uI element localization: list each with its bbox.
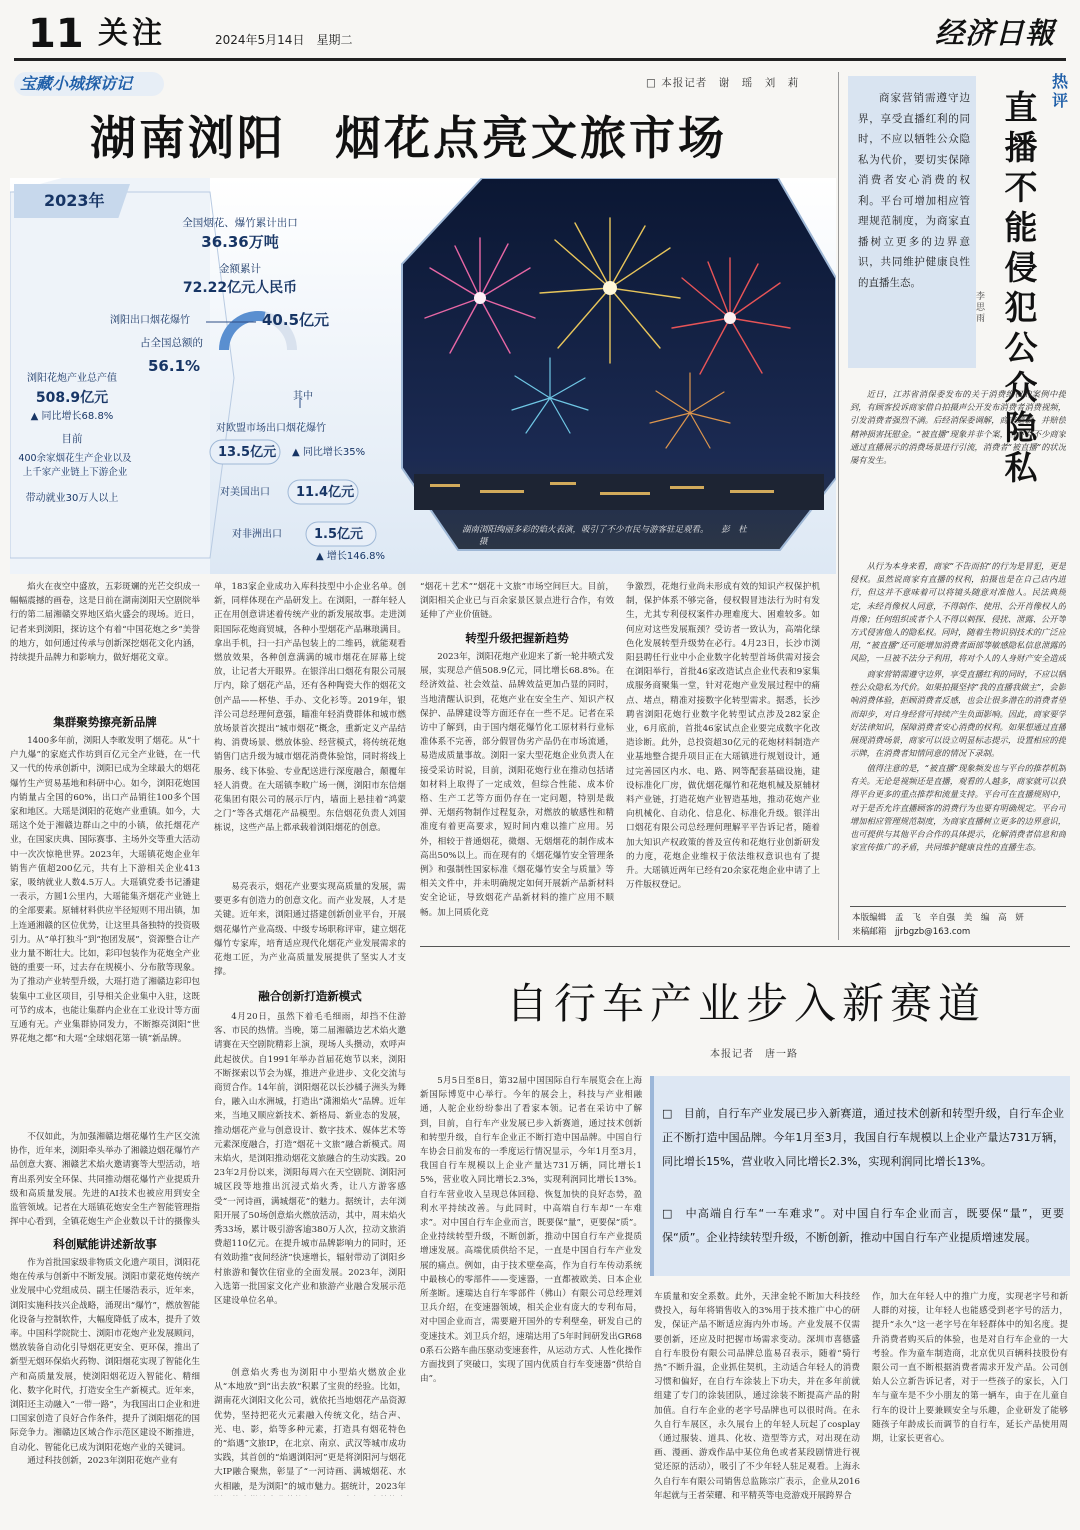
- industry-output-growth: ▲ 同比增长68.8%: [30, 411, 114, 422]
- article2-col1: [420, 1074, 642, 1520]
- sidebar-body-p3: 商家营销需遵守边界，享受直播红利的同时，不应以牺牲公众隐私为代价。如果拍摄坚持“我的直播我做主”，会影响消费体验，拒顾消费者反感，也会让很多潜在的消费者望而却步，对自身经营可持续产生负面影响。因此，商家要学好法律知识，保障消费者安心消费的权利。如果想通过直播展现消费场景，商家可以设立明显标志提示，设置相应的提示牌，在消费者知情同意的情况下录制。: [850, 669, 1066, 759]
- sidebar-body-p2: 从行为本身来看，商家“不告而拍”的行为是冒犯，更是侵权。虽然说商家有直播的权利，拍摄也是在自己店内进行，但这并不意味着可以将镜头随意对准他人。民法典规定，未经肖像权人同意，不得制作、使用、公开肖像权人的肖像；任何组织或者个人不得以刺探、侵扰、泄露、公开等方式侵害他人的隐私权。同时，随着生物识别技术的广泛应用，“被直播”还可能增加消费者面部等敏感隐私信息泄露的风险，一旦被不法分子利用，将对个人的人身财产安全造成: [850, 561, 1066, 664]
- sidebar-divider: [838, 72, 839, 940]
- africa-export-growth: ▲ 增长146.8%: [316, 551, 385, 562]
- article2-col2-text: 车质量和安全系数。此外，天津金轮不断加大科技经费投入，每年将销售收入的3%用于技术推广中心的研发，保证产品不断适应海内外市场。产业发展不仅需要创新，还应及时把握市场需求变动。深圳市喜德盛自行车股份有限公司品牌总监易召表示，随着“骑行热”不断升温，企业抓住契机，主动适合年轻人的消费习惯和偏好，在自行车涂装上下功夫，并在多年前就组建了专门的涂装团队，通过涂装不断提高产品的附加值。自行车企业的老字号品牌也可以很时尚。在永久自行车展区，永久展台上的年轻人玩起了cosplay（通过服装、道具、化妆、造型等方式，对出现在动画、漫画、游戏作品中某位角色或者某段剧情进行视觉还原的活动），吸引了不少年轻人驻足观看。上海永久自行车有限公司销售总监陈宗广表示，企业从2016年起就与王者荣耀、和平精英等电竞游戏开展跨界合: [654, 1292, 860, 1501]
- liuyang-export-value: 40.5亿元: [262, 311, 330, 329]
- article1-col3: [420, 580, 614, 930]
- article1-subhead-1: 集群聚势擦亮新品牌: [53, 715, 157, 729]
- industry-output-value: 508.9亿元: [35, 390, 109, 406]
- newspaper-logo: 经济日報: [935, 16, 1056, 50]
- enterprise-count: 400余家烟花生产企业以及上千家产业链上下游企业: [18, 453, 132, 478]
- current-label: 目前: [61, 433, 83, 445]
- infographic-panel: [10, 178, 836, 574]
- article1-col1-p4: 作为首批国家级非物质文化遗产项目，浏阳花炮在传承与创新中不断发展。浏阳市蒙花炮传统产业发展中心党组成员、副主任屡浩表示，近年来，浏阳实施科技兴企战略，涌现出“爆竹”，燃放智能化设备与控制软件，大幅度降低了成本，提升了效率。中国科学院院士、浏阳市花炮产业发展顾问，燃放装备自动化引导烟花更安全、更环保，推出了新型无烟环保焰火药物、浏阳烟花实现了智能化生产和高质量发展，使浏阳烟花迈入智能化、精细化、数字化时代，打造安全生产新模式。近年来，浏阳还主动融入“一带一路”，为我国出口企业和进口国家创造了良好合作条件，提升了浏阳烟花的国际竞争力。湘赣边区域合作示范区建设不断推进，自动化、智能化已成为浏阳花炮产业的关键词。: [10, 1258, 200, 1453]
- article2-byline: 本报记者 唐一路: [710, 1049, 798, 1060]
- infographic-background: [10, 178, 836, 574]
- article1-col2-p3: 4月20日，虽然下着毛毛细雨，却挡不住游客、市民的热情。当晚，第二届湘赣边艺术焰火邀请赛在天空剧院精彩上演，现场人头攒动，欢呼声此起彼伏。自1991年举办首届花炮节以来，浏阳不断探索以节会为媒，推进产业进步、文化交流与商贸合作。14年前，浏阳烟花以长沙橘子洲头为舞台，融入山水洲城，打造出“潇湘焰火”品牌。近年来，当地又顺应新技术、新格局、新业态的发展，推动烟花产业与创意设计、数字技术、媒体艺术等元素深度融合，打造“烟花＋文旅”融合新模式。周末焰火，是浏阳推动烟花文旅融合的生动实践。2023年2月份以来，浏阳每周六在天空剧院、浏阳河城区段等地推出沉浸式焰火秀，让八方游客感受“一河诗画，满城烟花”的魅力。据统计，去年浏阳开展了50场创意焰火燃放活动，其中，周末焰火秀33场，累计吸引游客逾380万人次，拉动文旅消费超110亿元。在提升城市品牌影响力的同时，还有效助推“夜间经济”快速增长，辐射带动了浏阳乡村旅游和餐饮住宿业的全面发展。2023年，浏阳入选第一批国家文化产业和旅游产业融合发展示范区建设单位名单。: [214, 1012, 406, 1307]
- employment-count: 带动就业30万人以上: [25, 493, 119, 504]
- photo-caption: 湖南浏阳绚丽多彩的焰火表演，吸引了不少市民与游客驻足观看。 彭 杜 摄: [462, 525, 747, 547]
- article1-col1: [10, 580, 200, 1520]
- sidebar-headline: 直播不能侵犯公众隐私: [1004, 88, 1038, 487]
- article1-subhead-3: 融合创新打造新模式: [258, 989, 362, 1003]
- article2-col1-text: 5月5日至8日，第32届中国国际自行车展览会在上海新国际博览中心举行。今年的展会上，科技与产业相融通，人驼企业纷纷参出了看家本领。记者在采访中了解到，目前，自行车产业发展已步入新赛道，通过技术创新和转型升级，自行车企业正不断打造中国品牌。中国自行车协会日前发布的一季度运行情况显示，今年1月至3月，我国自行车规模以上企业产量达731万辆，同比增长15%，营业收入同比增长2.3%，实现利润同比增长13%。自行车营业收入呈现总体回稳、恢复加快的良好态势，盈利水平持续改善。与此同时，中高端自行车却“一车难求”。对中国自行车企业而言，既要保“量”，更要保“质”。企业持续转型升级，不断创新，推动中国自行车产业提质增速发展。高端优质供给不足，一直是中国自行车产业发展的痛点。例如，由于技术壁垒高，作为自行车传动系统中最核心的零部件——变速器，一直都被欧美、日本企业所垄断。速瑞达自行车零部件（佛山）有限公司总经理刘卫兵介绍，在变速器领域，相关企业有庞大的专利布局，对中国企业而言，需要避开国外的专利壁垒，研发自己的变速技术。刘卫兵介绍，速瑞达用了5年时间研发出GR680系石公路车曲压驱动变速套件，从运动方式、人性化操作方面找到了突破口，实现了国内优质自行车变速器“供给自由”。: [420, 1076, 642, 1385]
- article2-col3-text: 作，加大在年轻人中的推广力度，实现老字号和新人群的对接，让年轻人也能感受到老字号的活力，提升“永久”这一老字号在年轻群体中的知名度。提升消费者购买后的体验，也是对自行车企业的一大考验。作为童车制造商，北京优贝百辆科技股份有限公司一直不断根据消费者需求开发产品。公司创始人公立新告诉记者，对于一些孩子的家长，入门车与童车是不少小朋友的第一辆车，由于在儿童自行车的设计上要兼顾安全与乐趣，企业研发了能够随孩子年龄成长而调节的自行车，延长产品使用周期，让家长更省心。: [872, 1292, 1068, 1445]
- export-volume-label: 全国烟花、爆竹累计出口: [182, 217, 298, 229]
- share-label: 占全国总额的: [140, 337, 203, 349]
- sidebar-body: [850, 388, 1066, 892]
- eu-export-value: 13.5亿元: [218, 445, 277, 460]
- article1-col2: [214, 580, 406, 1520]
- article1-col1-p3: 不仅如此，为加强湘赣边烟花爆竹生产区交流协作，近年来，浏阳牵头举办了湘赣边烟花爆竹产品创意大赛、湘赣艺术焰火邀请赛等大型活动，培育出系列安全环保、共同推动烟花爆竹产业提质升级和高质量发展。先进的AI技术也被应用到安全监管领域。记者在大瑶镇花炮安全生产智能管理指挥中心看到，全镇花炮生产企业数以千计的摄像头: [10, 1132, 200, 1228]
- article1-col2-p4: 创意焰火秀也为浏阳中小型焰火燃放企业从“本地放”到“出去放”积累了宝贵的经验。比如，湖南花火浏阳文化公司，就依托当地烟花产品资源优势，坚持把花火元素融入传统文化，结合声、光、电、影，焰等多种元素，打造具有烟花特色的“焰遇”文旅IP，在北京、南京、武汉等城市成功实践，其首创的“焰遇浏阳河”更是将浏阳河与烟花大IP融合聚焦，彰显了“一河诗画、满城烟花、水火相融，是为浏阳”的城市魅力。据统计，2023年: [214, 1368, 406, 1492]
- eu-export-growth: ▲ 同比增长35%: [292, 447, 366, 458]
- header-rule: [14, 58, 1066, 61]
- sidebar-body-p4: 值得注意的是，“被直播”现象频发也与平台的推荐机制有关。无论是视频还是直播，观看的人越多，商家就可以获得平台更多的重点推荐和流量支持。平台可在直播规则中，对于是否允许直播顾客的消费行为也要有明确规定。平台可增加相应管理规范制度，为商家直播树立更多的边界意识，也可提供与其他平台合作的具体提示，化解消费者信息和商家宣传推广的矛盾，共同维护健康良性的直播生态。: [850, 763, 1066, 853]
- article1-col1-p5: 通过科技创新，2023年浏阳花炮产业有: [27, 1456, 178, 1466]
- page-number: 11: [28, 11, 84, 57]
- section-name: 关注: [98, 16, 166, 51]
- year-label: 2023年: [44, 191, 105, 210]
- article2-top-rule: [420, 946, 1070, 947]
- article1-col3-p1: “烟花＋艺术”“烟花＋文旅”市场空间巨大。目前，浏阳相关企业已与百余家景区景点进行合作，有效延伸了产业价值链。: [420, 582, 614, 621]
- article1-subhead-2: 科创赋能讲述新故事: [53, 1237, 157, 1251]
- article1-col4: [626, 580, 820, 930]
- us-export-value: 11.4亿元: [296, 485, 355, 500]
- article1-col1-p1: 焰火在夜空中盛放，五彩斑斓的光芒交织成一幅幅震撼的画卷，这是日前在湖南浏阳天空剧院举行的第二届湘赣交界地区焰火盛会的现场。近日，记者来到浏阳，探访这个有着“中国花炮之乡”美誉的地方，如何通过传承与创新深挖烟花文化内涵，持续提升品牌力和影响力，做好烟花文章。: [10, 582, 200, 664]
- export-volume-value: 36.36万吨: [201, 233, 279, 251]
- eu-export-label: 对欧盟市场出口烟花爆竹: [216, 423, 326, 434]
- article1-headline: 湖南浏阳 烟花点亮文旅市场: [90, 111, 727, 165]
- article2-summary-1: □ 目前，自行车产业发展已步入新赛道，通过技术创新和转型升级，自行车企业正不断打造中国品牌。今年1月至3月，我国自行车规模以上企业产量达731万辆，同比增长15%，营业收入同比增长2.3%，实现利润同比增长13%。: [662, 1107, 1064, 1168]
- editor-info-rule: [850, 906, 1066, 907]
- sidebar-body-p1: 近日，江苏省消保委发布的关于消费维权的案例中提到，有顾客投诉商家借自拍摄声公开发布消费者消费视频，引发消费者强烈不满。后经消保委调解，商家道歉，并赔偿精神损害抚慰金。“被直播”现象并非个案，当下有不少商家通过直播展示的消费场景进行引流，消费者“被直播”的状况屡有发生。: [850, 389, 1066, 466]
- article2-col2: [654, 1290, 860, 1520]
- editor-info-line2: 来稿邮箱 jjrbgzb@163.com: [852, 927, 971, 937]
- article1-col4-p1: 争激烈，花炮行业尚未形成有效的知识产权保护机制，保护体系不够完备，侵权假冒违法行为时有发生，尤其专利侵权案件办理难度大、困难较多。如何应对这些发展瓶颈？受访者一致认为，高端化绿色化发展转型升级势在必行。4月23日，长沙市浏阳县聘任行业中小企业数字化转型首场供需对接会在浏阳举行，首批46家改造试点企业代表和9家集成服务商聚集一堂，针对花炮产业发展过程中的痛点、堵点，精准对接数字化转型需求。据悉，长沙聘省浏阳花炮行业数字化转型试点涉及282家企业，6月底前，首批46家试点企业要完成数字化改造诊断。此外，总投资超30亿元的花炮材料制造产业基地整合提升项目正在大瑶镇进行规划设计，通过完善园区内水、电、路、网等配套基础设施，建设标准化厂房，做优烟花爆竹和花炮机械及原辅材料产业链，打造花炮产业智造基地，推动花炮产业向机械化、自动化、信息化、标准化升级。银洋出口烟花有限公司总经理何理解平平告诉记者，随着加大知识产权政策的普及宣传和花炮行业创新研发的力度，花炮企业维权于依法维权意识也有了提升。大瑶镇近两年已经有20余家花炮企业申请了上万件版权登记。: [626, 582, 820, 891]
- article1-col3-p2: 2023年，浏阳花炮产业迎来了新一轮井喷式发展，实现总产值508.9亿元，同比增长68.8%。在经济效益、社会效益、品牌效益更加凸显的同时，当地清醒认识到，花炮产业在安全生产、知识产权保护、品牌建设等方面还存在一些不足。记者在采访中了解到，由于国内烟花爆竹化工原材料行业标准体系不完善，部分假冒伪劣产品仍在市场流通，易造成质量事故。浏阳一家大型花炮企业负责人在接受采访时说，目前，浏阳花炮行业在推动包括诸如材料上取得了一定成效，但综合性能、成本价格、生产工艺等方面仍存在一定问题，特别是裁弹、无烟药物制作过程复杂，对燃放的敏感性和精准度有着更高要求，短时间内难以推广应用。另外，相较于普通烟花，微烟、无烟烟花的制作成本高出50%以上。而在现有的《烟花爆竹安全管理条例》和强制性国家标准《烟花爆竹安全与质量》等相关文件中，并未明确规定如何开展新产品新材料安全论证，导致烟花产品新材料的推广应用不顺畅。加上同质化竞: [420, 652, 614, 918]
- africa-export-value: 1.5亿元: [314, 527, 364, 542]
- sidebar-lead: 商家营销需遵守边界，享受直播红利的同时，不应以牺牲公众隐私为代价，要切实保障消费者安心消费的权利。平台可增加相应管理规范制度，为商家直播树立更多的边界意识，共同维护健康良性的直播生态。: [858, 92, 970, 289]
- among-label: 其中: [293, 391, 313, 402]
- industry-output-label: 浏阳花炮产业总产值: [27, 373, 117, 384]
- article1-col2-p2: 易亮表示，烟花产业要实现高质量的发展，需要更多有创造力的创意文化。而产业发展，人才是关键。近年来，浏阳通过搭建创新创业平台，开展烟花爆竹产业高级、中级专场职称评审，建立烟花爆竹专家库，培育适应现代化烟花产业发展需求的花炮工匠，为产业高质量发展提供了坚实人才支撑。: [214, 882, 406, 978]
- article1-subhead-4: 转型升级把握新趋势: [465, 631, 569, 645]
- liuyang-export-label: 浏阳出口烟花爆竹: [110, 315, 190, 326]
- article1-col2-p1: 单，183家企业成功入库科技型中小企业名单。创新，同样体现在产品研发上。在浏阳，一群年轻人正在用创意讲述着传统产业的新发展故事。走进浏阳国际花炮商贸城，各种小型烟花产品琳琅满目。拿出手机，扫一扫产品包装上的二维码，就能观看燃放效果，各种创意满满的城市烟花在屏幕上绽放，让记者大开眼界。在银洋出口烟花有限公司展厅内，除了烟花产品，还有各种陶瓷大作的烟花文创产品——杯垫、手办、文化衫等。2019年，银洋公司总经理何意强，瞄准年轻消费群体和城市燃放场景首次提出“城市烟花”概念，重新定义产品结构、消费场景、燃放体验、经营模式，将传统花炮销售门店升级为城市烟花消费体验馆，同时将线上服务、线下体验、专业配送进行深度融合，颠覆年轻人消费。在大瑶镇李畋广场一侧，浏阳市东信烟花集团有限公司的展示厅内，墙面上悬挂着“鸿蒙之门”等各式烟花产品模型。东信烟花负责人刘国栋说，这些产品上都承载着浏阳烟花的创意。: [214, 582, 406, 834]
- page-header: [0, 0, 1080, 66]
- issue-date: 2024年5月14日 星期二: [215, 33, 353, 47]
- article2-col3: [872, 1290, 1068, 1520]
- share-value: 56.1%: [148, 357, 201, 375]
- sidebar-tag: 热评: [1051, 72, 1068, 110]
- column-name: 宝藏小城探访记: [20, 74, 133, 93]
- sidebar-author: 李思雨: [976, 292, 986, 324]
- us-export-label: 对美国出口: [220, 487, 270, 498]
- article2-summary-2: □ 中高端自行车“一车难求”。对中国自行车企业而言，既要保“量”，更要保“质”。企业持续转型升级，不断创新，推动中国自行车产业提质增速发展。: [662, 1207, 1064, 1244]
- export-amount-label: 金额累计: [219, 263, 261, 275]
- article1-byline: □ 本报记者 谢 瑶 刘 莉: [646, 77, 800, 89]
- africa-export-label: 对非洲出口: [232, 529, 282, 540]
- article2-headline: 自行车产业步入新赛道: [506, 979, 987, 1028]
- article1-col1-p2: 1400多年前，浏阳人李畋发明了烟花。从“十户九爆”的家庭式作坊到百亿元全产业链，在一代又一代的传承创新中，浏阳已成为全球最大的烟花爆竹生产贸易基地和科研中心。如今，浏阳花炮国内销量占全国的60%，出口产品销往100多个国家和地区。大瑶是浏阳的花炮产业重镇。如今，大瑶这个处于湘赣边群山之中的小镇，依托烟花产业，在国家庆典、国际赛事、主场外交等重大活动中一次次惊艳世界。2023年，大瑶镇花炮企业年销售产值超200亿元，共有上下游相关企业413家，吸纳就业人数4.5万人。大瑶镇党委书记潘建一表示，方圆1公里内，大瑶能集齐烟花产业链上的全部要素。原辅材料供应半径短则不用出镇，加上连通湘赣的区位优势，让这里具备独特的投资吸引力。从“单打独斗”到“抱团发展”，资源整合让产业力量不断壮大。比如，彩印包装作为花炮全产业链的重要一环，过去存在规模小、分布散等现象。为了推动产业转型升级，大瑶打造了湘赣边彩印包装集中工业区项目，引导相关企业集中入驻，这既可节约成本，也能让集群内企业在工业设计等方面互通有无。产业集群协同发力，不断擦亮浏阳“世界花炮之都”和大瑶“全球烟花第一镇”新品牌。: [10, 736, 200, 1045]
- editor-info-line1: 本版编辑 孟 飞 辛自强 美 编 高 妍: [852, 913, 1024, 923]
- export-amount-value: 72.22亿元人民币: [182, 280, 298, 296]
